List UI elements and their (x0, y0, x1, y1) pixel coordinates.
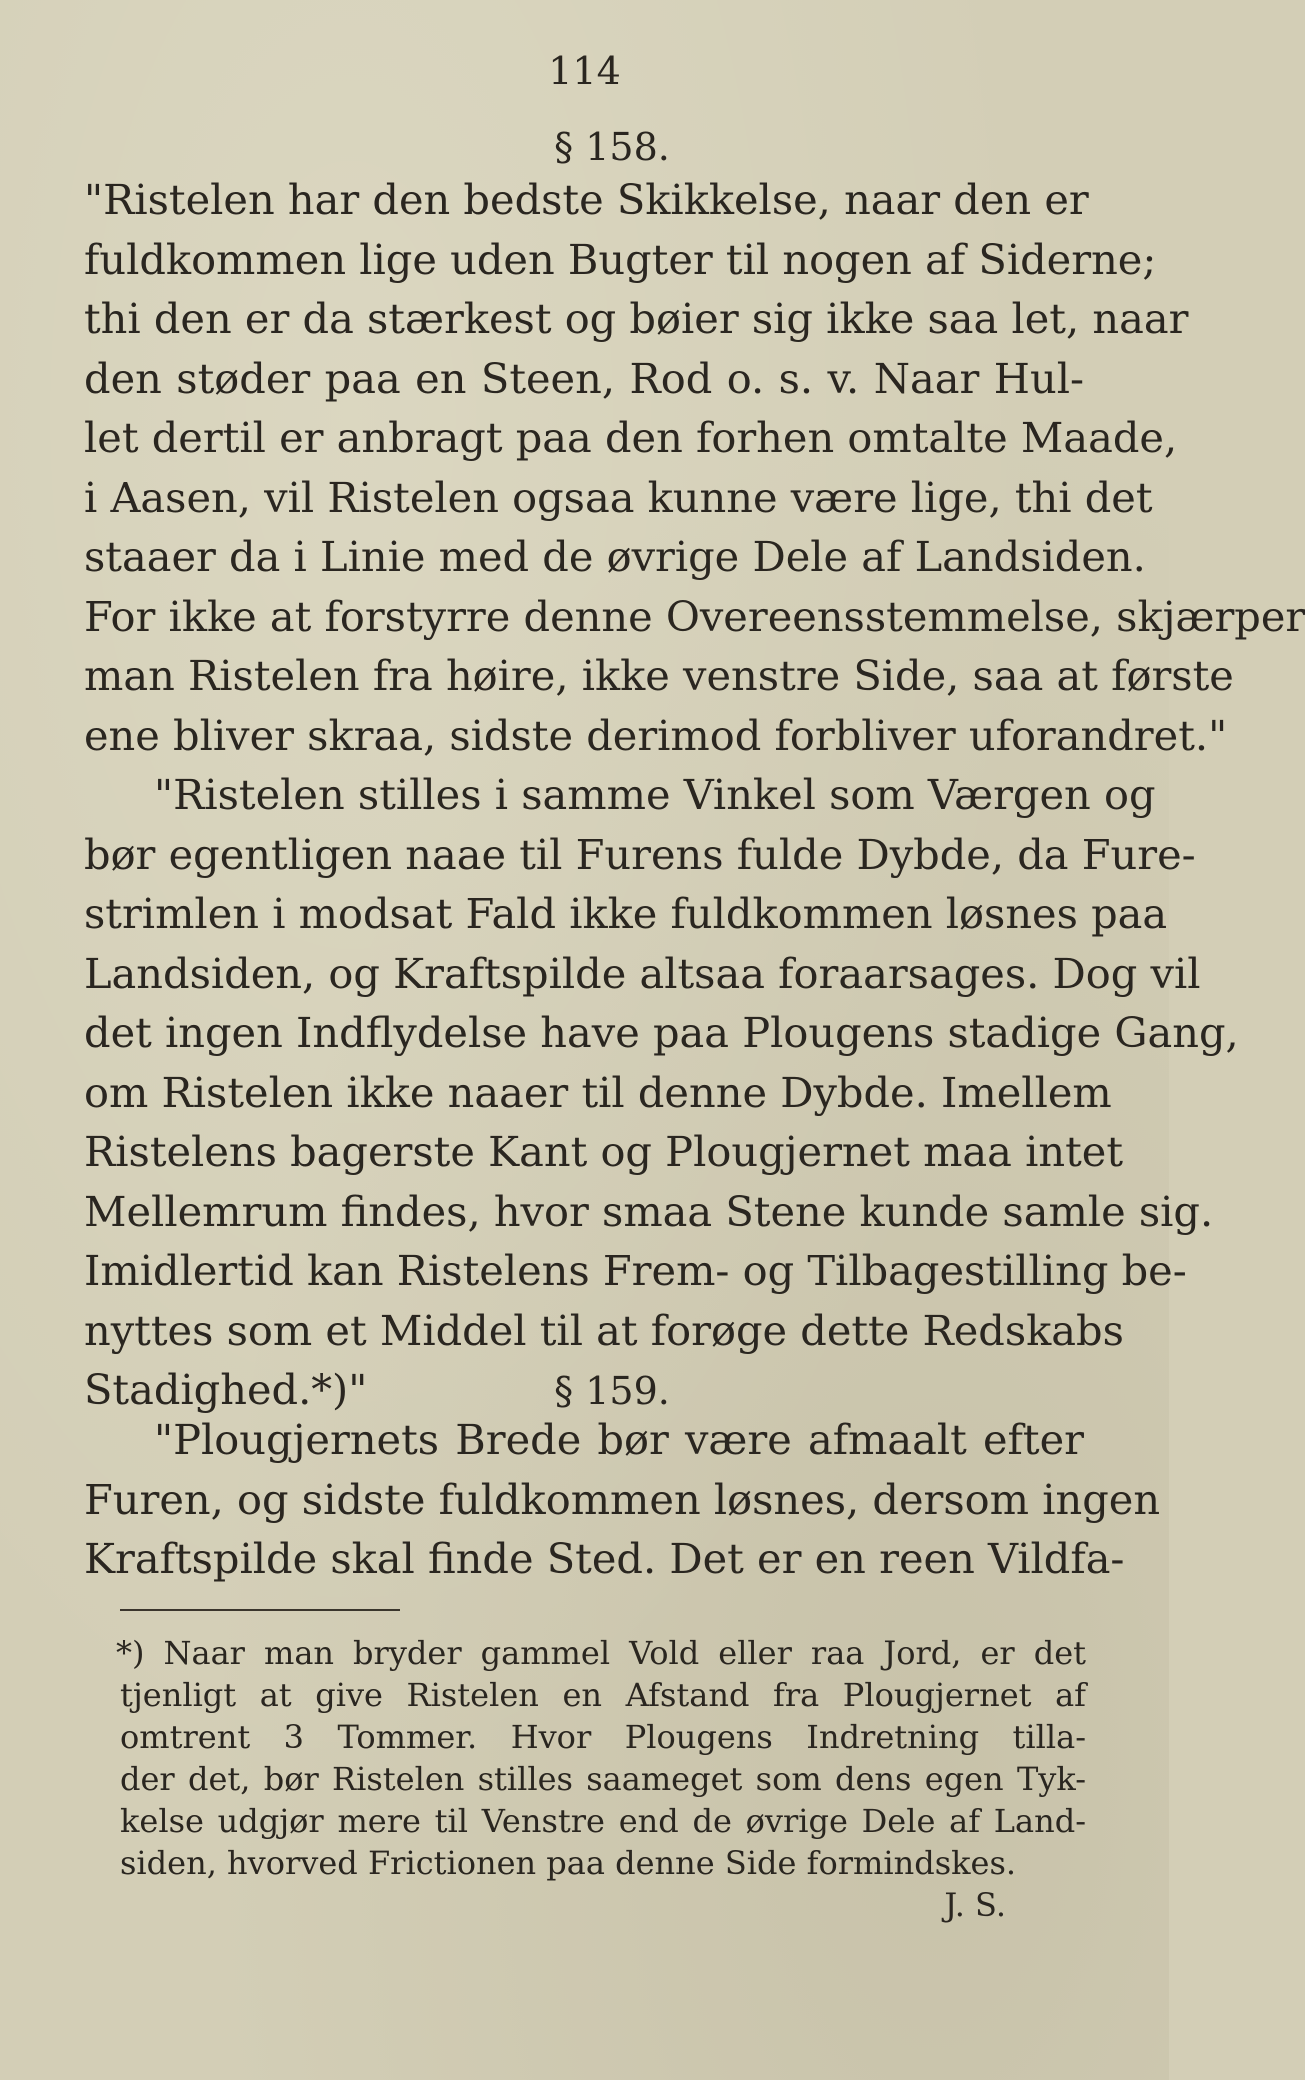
text-line: let dertil er anbragt paa den forhen omtalte Maade, (84, 413, 1178, 462)
footnote-line: siden, hvorved Frictionen paa denne Side formindskes. (120, 1844, 1017, 1882)
text-line: ene bliver skraa, sidste derimod forbliver uforandret." (84, 710, 1228, 760)
text-line: Kraftspilde skal finde Sted. Det er en reen Vildfa- (84, 1534, 1125, 1583)
text-line: "Ristelen stilles i samme Vinkel som Værgen og (154, 770, 1156, 819)
footnote-line: kelse udgjør mere til Venstre end de øvrige Dele af Land- (120, 1802, 1086, 1840)
text-line: For ikke at forstyrre denne Overeensstemmelse, skjærper (84, 591, 1305, 641)
text-line: i Aasen, vil Ristelen ogsaa kunne være lige, thi det (84, 472, 1153, 522)
section-heading-159: § 159. (554, 1369, 670, 1413)
text-line: Landsiden, og Kraftspilde altsaa foraarsages. Dog vil (84, 948, 1201, 998)
section-158-body (84, 170, 1305, 1420)
footnote (116, 1632, 1086, 1926)
text-line: om Ristelen ikke naaer til denne Dybde. Imellem (84, 1067, 1112, 1117)
text-line: "Plougjernets Brede bør være afmaalt efter (154, 1415, 1084, 1464)
page-number: 114 (548, 49, 621, 93)
text-line: Furen, og sidste fuldkommen løsnes, dersom ingen (84, 1474, 1161, 1524)
text-line: Mellemrum findes, hvor smaa Stene kunde samle sig. (84, 1186, 1214, 1236)
text-line: "Ristelen har den bedste Skikkelse, naar den er (84, 175, 1089, 224)
section-heading-158: § 158. (554, 125, 670, 169)
text-line: Ristelens bagerste Kant og Plougjernet maa intet (84, 1127, 1124, 1176)
text-line: nyttes som et Middel til at forøge dette Redskabs (84, 1305, 1124, 1355)
text-line: fuldkommen lige uden Bugter til nogen af Siderne; (84, 234, 1157, 284)
text-line: staaer da i Linie med de øvrige Dele af Landsiden. (84, 532, 1146, 581)
text-line: Stadighed.*)" (84, 1365, 368, 1414)
text-line: det ingen Indflydelse have paa Plougens stadige Gang, (84, 1008, 1239, 1057)
text-line: strimlen i modsat Fald ikke fuldkommen løsnes paa (84, 889, 1168, 938)
footnote-line: omtrent 3 Tommer. Hvor Plougens Indretning tilla- (120, 1718, 1086, 1756)
footnote-line: der det, bør Ristelen stilles saameget som dens egen Tyk- (120, 1760, 1086, 1798)
footnote-signature: J. S. (944, 1886, 1006, 1924)
section-159-body (84, 1410, 1161, 1589)
footnote-divider (120, 1609, 400, 1611)
footnote-line: tjenligt at give Ristelen en Afstand fra Plougjernet af (120, 1676, 1086, 1714)
footnote-line: *) Naar man bryder gammel Vold eller raa Jord, er det (116, 1634, 1086, 1672)
text-line: den støder paa en Steen, Rod o. s. v. Naar Hul- (84, 353, 1084, 403)
text-line: thi den er da stærkest og bøier sig ikke saa let, naar (84, 294, 1189, 343)
text-line: man Ristelen fra høire, ikke venstre Side, saa at første (84, 651, 1234, 700)
text-line: Imidlertid kan Ristelens Frem- og Tilbagestilling be- (84, 1246, 1187, 1295)
text-line: bør egentligen naae til Furens fulde Dybde, da Fure- (84, 829, 1196, 879)
